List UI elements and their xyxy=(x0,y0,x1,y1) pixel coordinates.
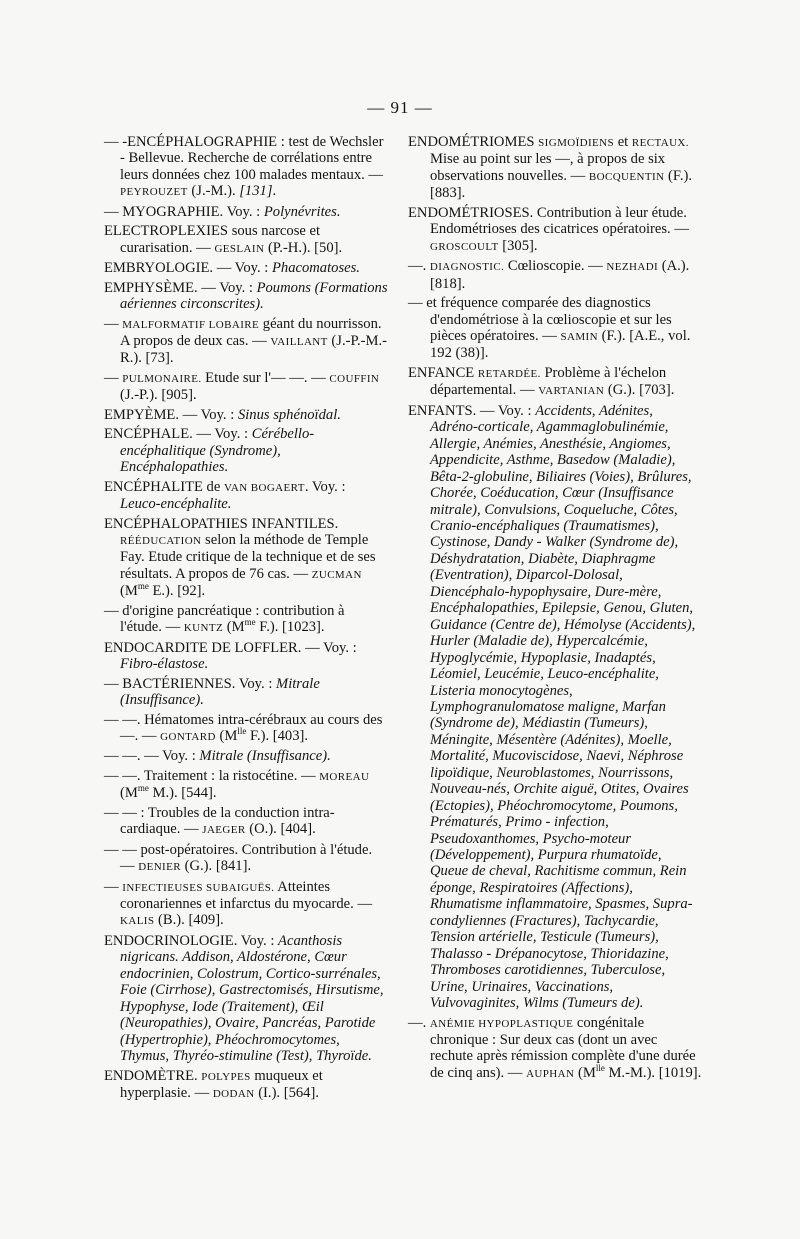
entry-text: et xyxy=(614,134,632,150)
entry-text: (F.). [A.E., vol. 192 (38)]. xyxy=(430,327,691,362)
entry-smallcaps-text: SIGMOÏDIENS xyxy=(538,137,615,149)
entry-text: EMBRYOLOGIE. — Voy. : xyxy=(104,260,272,277)
entry-smallcaps-text: DENIER xyxy=(138,861,181,874)
entry-text: —. xyxy=(408,258,430,275)
entry-text: (M xyxy=(223,619,245,636)
entry-smallcaps-text: GROSCOULT xyxy=(430,240,499,253)
entry-reference-italic: Phacomatoses. xyxy=(271,260,360,277)
entry-text: — BACTÉRIENNES. Voy. : xyxy=(104,675,277,692)
index-entry xyxy=(104,516,389,600)
entry-smallcaps-text: GESLAIN xyxy=(214,242,265,255)
entry-smallcaps-text: BOCQUENTIN xyxy=(588,170,665,183)
entry-text: (G.). [703]. xyxy=(604,382,675,399)
entry-text: (P.-H.). [50]. xyxy=(264,239,343,256)
entry-reference-italic: Mitrale (Insuffisance). xyxy=(199,748,331,765)
entry-text: (G.). [841]. xyxy=(180,858,252,875)
entry-smallcaps-text: INFECTIEUSES SUBAIGUËS. xyxy=(122,881,275,894)
entry-smallcaps-text: RETARDÉE. xyxy=(477,367,541,380)
entry-text: EMPHYSÈME. — Voy. : xyxy=(104,279,257,296)
entry-smallcaps-text: PULMONAIRE. xyxy=(122,372,202,385)
entry-reference-italic: Accidents, Adénites, Adréno-corticale, Agammaglobulinémie, Allergie, Anémies, Anesthésie, Angiomes, Appendicite, Asthme, Basedow (Maladie), Bêta-2-globuline, Biliaires (Voies), Brûlures, Chorée, Coéducation, Cœur (Insuffisance mitrale), Convulsions, Coqueluche, Côtes, Cranio-encéphaliques (Traumatismes), Cystinose, Dandy - Walker (Syndrome de), Déshydratation, Diabète, Diaphragme (Eventration), Diparcol-Dolosal, Diencéphalo-hypophysaire, Dure-mère, Encéphalopathies, Epilepsie, Genou, Gluten, Guidance (Centre de), Hémolyse (Accidents), Hurler (Maladie de), Hypercalcémie, Hypoglycémie, Hypoplasie, Inadaptés, Léomiel, Leucémie, Leuco-encéphalite, Listeria monocytogènes, Lymphogranulomatose maligne, Marfan (Syndrome de), Médiastin (Tumeurs), Méningite, Mésentère (Adénites), Moelle, Mortalité, Mucoviscidose, Naevi, Néphrose lipoïdique, Neuroblastomes, Nourrissons, Nouveau-nés, Orchite aiguë, Otites, Ovaires (Ectopies), Phéochromocytome, Poumons, Prématurés, Primo - infection, Pseudoxanthomes, Psycho-moteur (Développement), Purpura rhumatoïde, Queue de cheval, Rachitisme commun, Rein éponge, Respiratoires (Affections), Rhumatisme inflammatoire, Spasmes, Supra-condyliennes (Fractures), Tachycardie, Tension artérielle, Testicule (Tumeurs), Thalasso - Drépanocytose, Thioridazine, Thromboses carotidiennes, Tuberculose, Urine, Urinaires, Vaccinations, Vulvovaginites, Wilms (Tumeurs de). xyxy=(430,402,696,1012)
entry-text: (M xyxy=(215,727,238,744)
index-entry xyxy=(408,258,703,292)
entry-smallcaps-text: VARTANIAN xyxy=(538,385,605,398)
index-entry xyxy=(104,426,389,475)
entry-text: Etude sur l'— —. — xyxy=(201,369,330,386)
index-entry xyxy=(104,933,389,1065)
entry-smallcaps-text: POLYPES xyxy=(201,1070,251,1083)
entry-text: — MYOGRAPHIE. Voy. : xyxy=(104,203,264,220)
entry-text: ENCÉPHALE. — Voy. : xyxy=(104,426,252,443)
index-entry xyxy=(104,842,389,876)
page-number: — 91 — xyxy=(367,98,433,117)
entry-smallcaps-text: COUFFIN xyxy=(329,372,380,385)
entry-smallcaps-text: RÉÉDUCATION xyxy=(120,534,202,547)
entry-smallcaps-text: NEZHADI xyxy=(606,261,659,274)
entry-reference-italic: Fibro-élastose. xyxy=(120,656,209,673)
entry-text: ENCÉPHALITE de xyxy=(104,478,224,495)
index-entry xyxy=(408,403,703,1012)
index-entry xyxy=(104,316,389,367)
entry-text: (O.). [404]. xyxy=(245,821,316,838)
index-entry xyxy=(104,1068,389,1103)
index-entry xyxy=(408,134,703,202)
entry-text: ENCÉPHALOPATHIES INFANTILES. xyxy=(104,515,339,532)
entry-text: — xyxy=(104,369,123,386)
entry-smallcaps-text: VAILLANT xyxy=(270,335,328,348)
entry-smallcaps-text: GONTARD xyxy=(160,730,216,743)
entry-text: ELECTROPLEXIES sous narcose et curarisation. — xyxy=(104,223,321,256)
entry-text: ENFANCE xyxy=(408,364,478,381)
entry-smallcaps-text: RECTAUX. xyxy=(631,137,689,149)
index-entry xyxy=(104,712,389,746)
entry-text: (J.-P.). [905]. xyxy=(120,387,197,404)
entry-superscript: me xyxy=(137,783,149,794)
entry-text: (M xyxy=(574,1064,596,1081)
index-entry xyxy=(104,805,389,839)
entry-text: . xyxy=(272,183,277,200)
entry-text: [305]. xyxy=(498,237,538,254)
entry-text: — et fréquence comparée des diagnostics d'endométriose à la cœlioscopie et sur les pièces opératoires. — xyxy=(408,295,672,344)
entry-reference-italic: [131] xyxy=(239,183,273,200)
entry-text: Cœlioscopie. — xyxy=(504,258,607,275)
entry-text: (B.). [409]. xyxy=(154,912,224,929)
entry-text: ENFANTS. — Voy. : xyxy=(408,402,536,419)
entry-text: F.). [1023]. xyxy=(255,619,325,636)
entry-reference-italic: Polynévrites. xyxy=(263,203,341,220)
entry-smallcaps-text: SAMIN xyxy=(560,330,598,343)
entry-text: —. xyxy=(408,1014,430,1031)
index-column-left xyxy=(104,134,389,1105)
entry-smallcaps-text: PEYROUZET xyxy=(120,186,188,199)
entry-text: — xyxy=(104,878,123,895)
entry-superscript: me xyxy=(137,581,149,592)
index-entry xyxy=(104,204,389,220)
entry-text: — d'origine pancréatique : contribution à l'étude. — xyxy=(104,602,345,636)
index-entry xyxy=(104,879,389,930)
index-entry xyxy=(104,370,389,404)
entry-text: muqueux et hyperplasie. — xyxy=(120,1067,323,1102)
entry-smallcaps-text: DIAGNOSTIC. xyxy=(429,261,505,274)
index-entry xyxy=(104,134,389,201)
entry-text: ENDOMÈTRE. xyxy=(104,1067,202,1084)
entry-text: M.). [544]. xyxy=(148,785,217,802)
entry-text: ENDOCRINOLOGIE. Voy. : xyxy=(104,932,279,949)
entry-smallcaps-text: AUPHAN xyxy=(526,1067,575,1080)
index-entry xyxy=(104,280,389,313)
entry-reference-italic: Sinus sphénoïdal. xyxy=(237,406,341,423)
entry-smallcaps-text: MOREAU xyxy=(319,770,370,783)
entry-text: (M xyxy=(120,785,138,802)
entry-text: ENDOMÉTRIOMES xyxy=(408,134,539,150)
entry-text: géant du nourrisson. A propos de deux cas. — xyxy=(120,315,382,349)
entry-text: — xyxy=(104,315,123,332)
entry-text: — — post-opératoires. Contribution à l'étude. — xyxy=(104,841,373,875)
entry-text: (J.-M.). xyxy=(187,183,240,200)
entry-superscript: me xyxy=(244,617,256,628)
entry-smallcaps-text: KUNTZ xyxy=(183,622,224,635)
entry-smallcaps-text: DODAN xyxy=(212,1088,255,1101)
entry-text: ENDOMÉTRIOSES. Contribution à leur étude. Endométrioses des cicatrices opératoires. — xyxy=(408,204,689,238)
entry-text: EMPYÈME. — Voy. : xyxy=(104,406,238,423)
entry-superscript: lle xyxy=(595,1063,605,1074)
index-entry xyxy=(104,407,389,423)
index-entry xyxy=(408,1015,703,1083)
entry-text: F.). [403]. xyxy=(246,727,309,744)
index-entry xyxy=(104,603,389,637)
entry-text: (F.). [883]. xyxy=(430,167,693,202)
entry-text: congénitale chronique : Sur deux cas (dont un avec rechute après rémission complète d'une durée de cinq ans). — xyxy=(430,1014,696,1081)
entry-reference-italic: Acanthosis nigricans. Addison, Aldostérone, Cœur endocrinien, Colostrum, Cortico-surrénales, Foie (Cirrhose), Gastrectomisés, Hirsutisme, Hypophyse, Iode (Traitement), Œil (Neuropathies), Ovaire, Pancréas, Parotide (Hypertrophie), Phéochromocytomes, Thymus, Thyréo-stimuline (Test), Thyroïde. xyxy=(120,932,384,1065)
entry-text: Problème à l'échelon départemental. — xyxy=(430,364,667,399)
entry-smallcaps-text: KALIS xyxy=(120,915,155,928)
entry-text: — —. Hématomes intra-cérébraux au cours des —. — xyxy=(104,711,383,744)
index-entry xyxy=(104,260,389,276)
index-entry xyxy=(408,365,703,400)
entry-smallcaps-text: MALFORMATIF LOBAIRE xyxy=(122,318,260,331)
entry-reference-italic: Mitrale (Insuffisance). xyxy=(120,675,320,709)
index-entry xyxy=(408,295,703,362)
entry-smallcaps-text: ANÉMIE HYPOPLASTIQUE xyxy=(429,1017,574,1030)
entry-superscript: lle xyxy=(237,726,247,737)
entry-text: (M xyxy=(120,583,138,600)
index-entry xyxy=(104,479,389,513)
entry-text: Mise au point sur les —, à propos de six observations nouvelles. — xyxy=(430,151,666,184)
entry-reference-italic: Poumons (Formations aériennes circonscrites). xyxy=(120,279,388,313)
entry-text: ENDOCARDITE DE LOFFLER. — Voy. : xyxy=(104,639,357,656)
entry-reference-italic: Cérébello-encéphalitique (Syndrome), Encéphalopathies. xyxy=(120,426,315,476)
entry-reference-italic: Leuco-encéphalite. xyxy=(120,496,232,513)
entry-text: selon la méthode de Temple Fay. Etude critique de la technique et de ses résultats. A propos de 76 cas. — xyxy=(120,531,376,582)
index-entry xyxy=(408,205,703,255)
index-entry xyxy=(104,676,389,709)
index-column-right xyxy=(408,134,703,1085)
entry-smallcaps-text: VAN BOGAERT xyxy=(223,481,305,494)
entry-text: — -ENCÉPHALOGRAPHIE : test de Wechsler - Bellevue. Recherche de corrélations entre leurs données chez 100 malades mentaux. — xyxy=(104,134,384,183)
index-entry xyxy=(104,223,389,257)
entry-text: M.-M.). [1019]. xyxy=(604,1064,702,1081)
entry-smallcaps-text: JAEGER xyxy=(202,824,246,837)
entry-text: — — : Troubles de la conduction intra-cardiaque. — xyxy=(104,804,335,838)
entry-text: — —. Traitement : la ristocétine. — xyxy=(104,767,320,784)
entry-text: Atteintes coronariennes et infarctus du myocarde. — xyxy=(120,878,373,913)
entry-smallcaps-text: ZUCMAN xyxy=(311,568,362,581)
index-entry xyxy=(104,748,389,764)
entry-text: (I.). [564]. xyxy=(254,1085,319,1102)
entry-text: — —. — Voy. : xyxy=(104,748,200,765)
entry-text: . Voy. : xyxy=(304,478,346,495)
index-entry xyxy=(104,768,389,802)
index-entry xyxy=(104,640,389,673)
entry-text: (J.-P.-M.-R.). [73]. xyxy=(120,332,387,367)
entry-text: E.). [92]. xyxy=(148,583,206,600)
entry-text: (A.). [818]. xyxy=(430,258,690,292)
